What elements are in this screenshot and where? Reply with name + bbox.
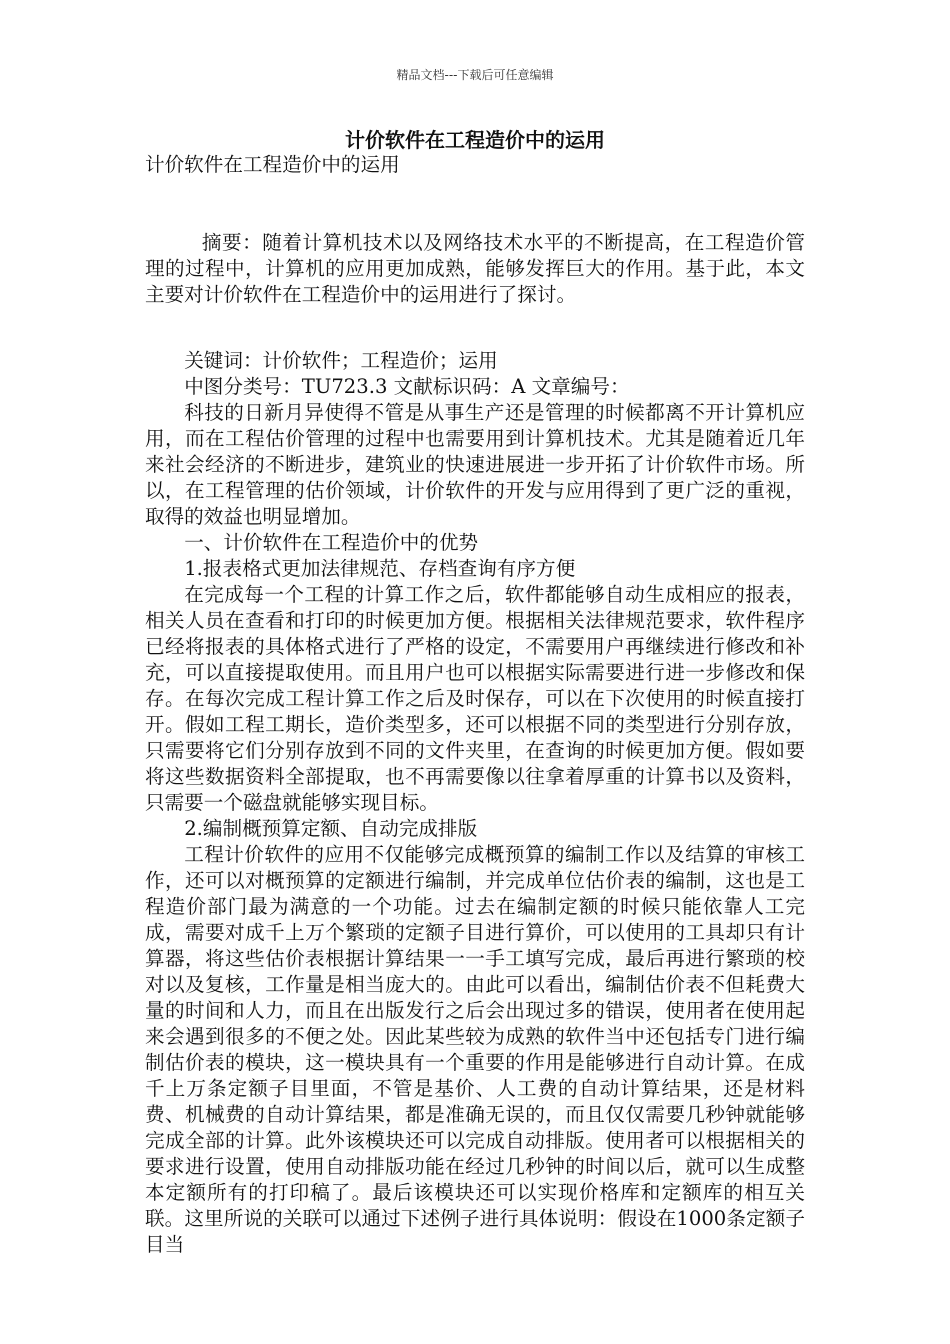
classification-line: 中图分类号：TU723.3 文献标识码：A 文章编号： xyxy=(184,375,630,398)
section-heading-1: 一、计价软件在工程造价中的优势 xyxy=(184,531,479,554)
subsection-heading-1: 1.报表格式更加法律规范、存档查询有序方便 xyxy=(184,557,576,580)
document-body xyxy=(145,152,805,1258)
abstract-paragraph: 摘要：随着计算机技术以及网络技术水平的不断提高，在工程造价管理的过程中，计算机的应用更加成熟，能够发挥巨大的作用。基于此，本文主要对计价软件在工程造价中的运用进行了探讨。 xyxy=(145,231,805,306)
intro-paragraph: 科技的日新月异使得不管是从事生产还是管理的时候都离不开计算机应用，而在工程估价管理的过程中也需要用到计算机技术。尤其是随着近几年来社会经济的不断进步，建筑业的快速进展进一步开拓了计价软件市场。所以，在工程管理的估价领域，计价软件的开发与应用得到了更广泛的重视，取得的效益也明显增加。 xyxy=(145,401,805,528)
subsection-2-paragraph: 工程计价软件的应用不仅能够完成概预算的编制工作以及结算的审核工作，还可以对概预算的定额进行编制，并完成单位估价表的编制，这也是工程造价部门最为满意的一个功能。过去在编制定额的时候只能依靠人工完成，需要对成千上万个繁琐的定额子目进行算价，可以使用的工具却只有计算器，将这些估价表根据计算结果一一手工填写完成，最后再进行繁琐的校对以及复核，工作量是相当庞大的。由此可以看出，编制估价表不但耗费大量的时间和人力，而且在出版发行之后会出现过多的错误，使用者在使用起来会遇到很多的不便之处。因此某些较为成熟的软件当中还包括专门进行编制估价表的模块，这一模块具有一个重要的作用是能够进行自动计算。在成千上万条定额子目里面，不管是基价、人工费的自动计算结果，还是材料费、机械费的自动计算结果，都是准确无误的，而且仅仅需要几秒钟就能够完成全部的计算。此外该模块还可以完成自动排版。使用者可以根据相关的要求进行设置，使用自动排版功能在经过几秒钟的时间以后，就可以生成整本定额所有的打印稿了。最后该模块还可以实现价格库和定额库的相互关联。这里所说的关联可以通过下述例子进行具体说明：假设在1000条定额子目当 xyxy=(145,843,805,1256)
page-header-note: 精品文档---下载后可任意编辑 xyxy=(396,68,554,82)
keywords-line: 关键词：计价软件；工程造价；运用 xyxy=(184,349,498,372)
document-title: 计价软件在工程造价中的运用 xyxy=(345,128,605,152)
subsection-1-paragraph: 在完成每一个工程的计算工作之后，软件都能够自动生成相应的报表，相关人员在查看和打印的时候更加方便。根据相关法律规范要求，软件程序已经将报表的具体格式进行了严格的设定，不需要用户再继续进行修改和补充，可以直接提取使用。而且用户也可以根据实际需要进行进一步修改和保存。在每次完成工程计算工作之后及时保存，可以在下次使用的时候直接打开。假如工程工期长，造价类型多，还可以根据不同的类型进行分别存放，只需要将它们分别存放到不同的文件夹里，在查询的时候更加方便。假如要将这些数据资料全部提取，也不再需要像以往拿着厚重的计算书以及资料，只需要一个磁盘就能够实现目标。 xyxy=(145,583,805,814)
subsection-heading-2: 2.编制概预算定额、自动完成排版 xyxy=(184,817,478,840)
document-subtitle: 计价软件在工程造价中的运用 xyxy=(145,153,400,176)
